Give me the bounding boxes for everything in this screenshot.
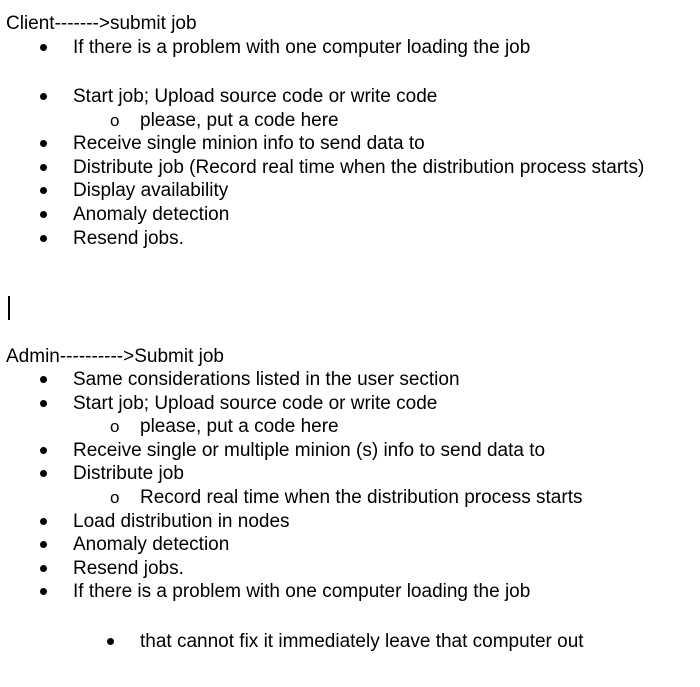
list-item: If there is a problem with one computer loading the job <box>73 37 531 58</box>
list-item: Receive single minion info to send data to <box>73 133 425 154</box>
list-item: Anomaly detection <box>73 534 230 555</box>
list-item: Anomaly detection <box>73 204 230 225</box>
list-item: Display availability <box>73 180 229 201</box>
list-item: Same considerations listed in the user section <box>73 369 460 390</box>
bullet-icon <box>40 140 47 147</box>
bullet-icon <box>40 518 47 525</box>
client-heading: Client------->submit job <box>6 13 197 34</box>
list-item: Start job; Upload source code or write code <box>73 393 438 414</box>
bullet-icon <box>40 164 47 171</box>
list-item: If there is a problem with one computer loading the job <box>73 581 531 602</box>
sub-list-item: Record real time when the distribution process starts <box>140 487 583 508</box>
bullet-icon <box>40 93 47 100</box>
list-item: Distribute job <box>73 463 184 484</box>
list-item: Receive single or multiple minion (s) info to send data to <box>73 440 546 461</box>
list-item: Resend jobs. <box>73 228 184 249</box>
bullet-icon <box>40 588 47 595</box>
bullet-icon <box>40 470 47 477</box>
list-item: Resend jobs. <box>73 558 184 579</box>
text-cursor <box>8 296 10 320</box>
sub-list-item: please, put a code here <box>140 110 339 131</box>
list-item: Distribute job (Record real time when the distribution process starts) <box>73 157 645 178</box>
list-item: Start job; Upload source code or write code <box>73 86 438 107</box>
sub-bullet-circle-icon: o <box>110 111 120 130</box>
bullet-icon <box>40 211 47 218</box>
bullet-icon <box>40 187 47 194</box>
bullet-icon <box>40 565 47 572</box>
bullet-icon <box>40 400 47 407</box>
bullet-icon <box>40 44 47 51</box>
bullet-icon <box>40 235 47 242</box>
bullet-icon <box>40 376 47 383</box>
bullet-icon <box>107 638 114 645</box>
sub-list-item: that cannot fix it immediately leave that computer out <box>140 631 584 652</box>
bullet-icon <box>40 541 47 548</box>
sub-list-item: please, put a code here <box>140 416 339 437</box>
admin-heading: Admin---------->Submit job <box>6 346 224 367</box>
sub-bullet-circle-icon: o <box>110 488 120 507</box>
sub-bullet-circle-icon: o <box>110 417 120 436</box>
bullet-icon <box>40 447 47 454</box>
list-item: Load distribution in nodes <box>73 511 290 532</box>
